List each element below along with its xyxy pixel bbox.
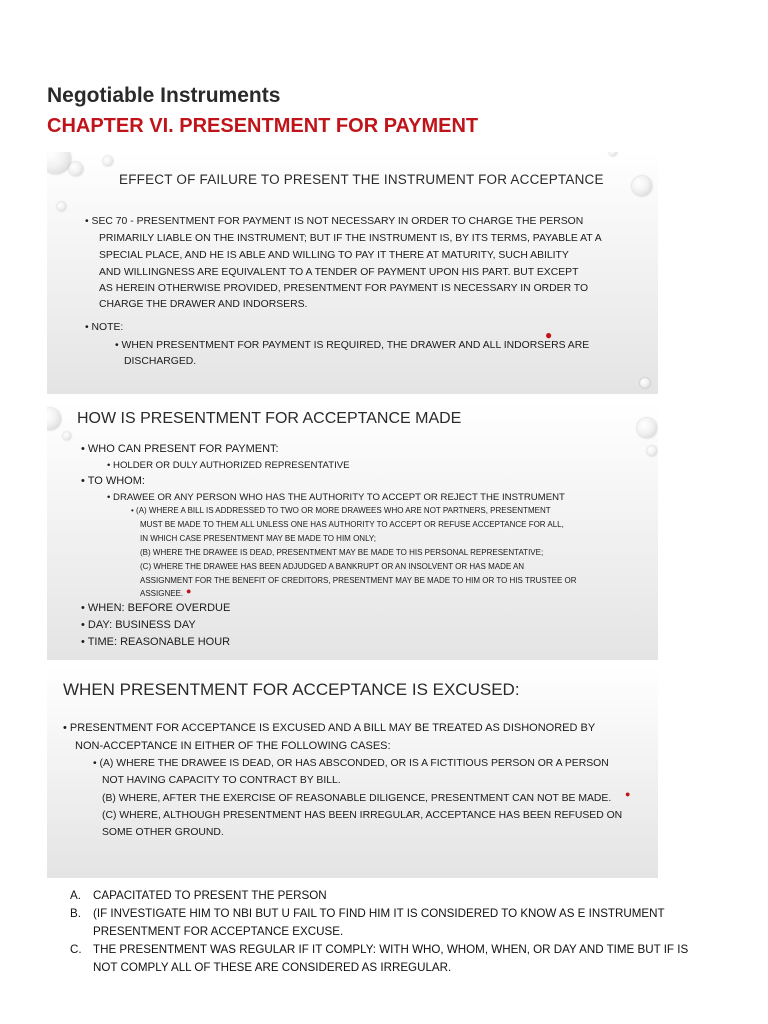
note-text: THE PRESENTMENT WAS REGULAR IF IT COMPLY: WITH WHO, WHOM, WHEN, OR DAY AND TIME BUT IF IS: [93, 943, 689, 956]
note-text: NOT COMPLY ALL OF THESE ARE CONSIDERED AS IRREGULAR.: [93, 961, 452, 974]
bullet-line: • SEC 70 - PRESENTMENT FOR PAYMENT IS NOT NECESSARY IN ORDER TO CHARGE THE PERSON: [85, 216, 584, 227]
laser-pointer-dot: ●: [545, 328, 553, 342]
note-text: PRESENTMENT FOR ACCEPTANCE EXCUSE.: [93, 925, 344, 938]
note-line: DISCHARGED.: [124, 356, 197, 367]
case-line: NOT HAVING CAPACITY TO CONTRACT BY BILL.: [102, 775, 341, 786]
bubble-decoration: [103, 156, 113, 166]
bullet-line: • PRESENTMENT FOR ACCEPTANCE IS EXCUSED AND A BILL MAY BE TREATED AS DISHONORED BY: [63, 722, 596, 734]
case-line: (B) WHERE, AFTER THE EXERCISE OF REASONABLE DILIGENCE, PRESENTMENT CAN NOT BE MADE.: [102, 793, 612, 804]
note-line: • WHEN PRESENTMENT FOR PAYMENT IS REQUIRED, THE DRAWER AND ALL INDORSERS ARE: [115, 340, 590, 351]
laser-pointer-dot: ●: [625, 789, 631, 799]
case-line: (C) WHERE, ALTHOUGH PRESENTMENT HAS BEEN IRREGULAR, ACCEPTANCE HAS BEEN REFUSED ON: [102, 810, 623, 821]
bullet-line: • HOLDER OR DULY AUTHORIZED REPRESENTATIVE: [107, 460, 350, 471]
sub-bullet-line: (C) WHERE THE DRAWEE HAS BEEN ADJUDGED A BANKRUPT OR AN INSOLVENT OR HAS MADE AN: [140, 562, 525, 571]
note-text: (IF INVESTIGATE HIM TO NBI BUT U FAIL TO FIND HIM IT IS CONSIDERED TO KNOW AS E INSTRUMENT: [93, 907, 665, 920]
bullet-line: • DAY: BUSINESS DAY: [81, 619, 196, 631]
bubble-decoration: [63, 432, 71, 440]
laser-pointer-dot: ●: [186, 586, 192, 596]
slide-heading: WHEN PRESENTMENT FOR ACCEPTANCE IS EXCUSED:: [63, 680, 520, 699]
bullet-line: • TIME: REASONABLE HOUR: [81, 636, 231, 648]
bullet-line: • DRAWEE OR ANY PERSON WHO HAS THE AUTHORITY TO ACCEPT OR REJECT THE INSTRUMENT: [107, 492, 565, 503]
bubble-decoration: [609, 152, 617, 156]
note-label: • NOTE:: [85, 322, 124, 333]
document-title: Negotiable Instruments: [47, 84, 281, 107]
bullet-line: AS HEREIN OTHERWISE PROVIDED, PRESENTMENT FOR PAYMENT IS NECESSARY IN ORDER TO: [99, 283, 589, 294]
bubble-decoration: [57, 202, 66, 211]
bullet-line: AND WILLINGNESS ARE EQUIVALENT TO A TENDER OF PAYMENT UPON HIS PART. BUT EXCEPT: [99, 267, 579, 278]
note-marker: B.: [70, 907, 81, 920]
sub-bullet-line: ASSIGNMENT FOR THE BENEFIT OF CREDITORS, PRESENTMENT MAY BE MADE TO HIM OR TO HIS TRUSTEE OR: [140, 576, 577, 585]
sub-bullet-line: MUST BE MADE TO THEM ALL UNLESS ONE HAS AUTHORITY TO ACCEPT OR REFUSE ACCEPTANCE FOR ALL,: [140, 520, 564, 529]
sub-bullet-line: IN WHICH CASE PRESENTMENT MAY BE MADE TO HIM ONLY;: [140, 534, 376, 543]
bullet-line: SPECIAL PLACE, AND HE IS ABLE AND WILLING TO PAY IT THERE AT MATURITY, SUCH ABILITY: [99, 250, 569, 261]
note-text: CAPACITATED TO PRESENT THE PERSON: [93, 889, 327, 902]
bullet-line: • WHO CAN PRESENT FOR PAYMENT:: [81, 443, 279, 455]
slide-how-is-presentment-made: [47, 402, 658, 660]
slide-effect-of-failure: [47, 152, 658, 394]
bubble-decoration: [47, 408, 61, 430]
bubble-decoration: [640, 378, 650, 388]
note-marker: C.: [70, 943, 82, 956]
slide-heading: EFFECT OF FAILURE TO PRESENT THE INSTRUMENT FOR ACCEPTANCE: [119, 172, 604, 187]
bubble-decoration: [47, 152, 71, 174]
bullet-line: NON-ACCEPTANCE IN EITHER OF THE FOLLOWING CASES:: [75, 740, 391, 752]
sub-bullet-line: (B) WHERE THE DRAWEE IS DEAD, PRESENTMENT MAY BE MADE TO HIS PERSONAL REPRESENTATIVE;: [140, 548, 544, 557]
bullet-line: PRIMARILY LIABLE ON THE INSTRUMENT; BUT IF THE INSTRUMENT IS, BY ITS TERMS, PAYABLE AT A: [99, 233, 602, 244]
sub-bullet-line: • (A) WHERE A BILL IS ADDRESSED TO TWO OR MORE DRAWEES WHO ARE NOT PARTNERS, PRESENTMENT: [131, 506, 551, 515]
bubble-decoration: [647, 446, 657, 456]
chapter-title: CHAPTER VI. PRESENTMENT FOR PAYMENT: [47, 115, 479, 137]
note-marker: A.: [70, 889, 81, 902]
bullet-line: • WHEN: BEFORE OVERDUE: [81, 602, 231, 614]
case-line: • (A) WHERE THE DRAWEE IS DEAD, OR HAS ABSCONDED, OR IS A FICTITIOUS PERSON OR A PERSON: [93, 758, 609, 769]
bubble-decoration: [632, 176, 652, 196]
bubble-decoration: [637, 418, 657, 438]
case-line: SOME OTHER GROUND.: [102, 827, 224, 838]
bullet-line: • TO WHOM:: [81, 475, 145, 487]
bullet-line: CHARGE THE DRAWER AND INDORSERS.: [99, 299, 308, 310]
bubble-decoration: [69, 162, 83, 176]
slide-heading: HOW IS PRESENTMENT FOR ACCEPTANCE MADE: [77, 410, 462, 427]
slide-when-presentment-excused: [47, 667, 658, 878]
sub-bullet-line: ASSIGNEE.: [140, 589, 184, 598]
